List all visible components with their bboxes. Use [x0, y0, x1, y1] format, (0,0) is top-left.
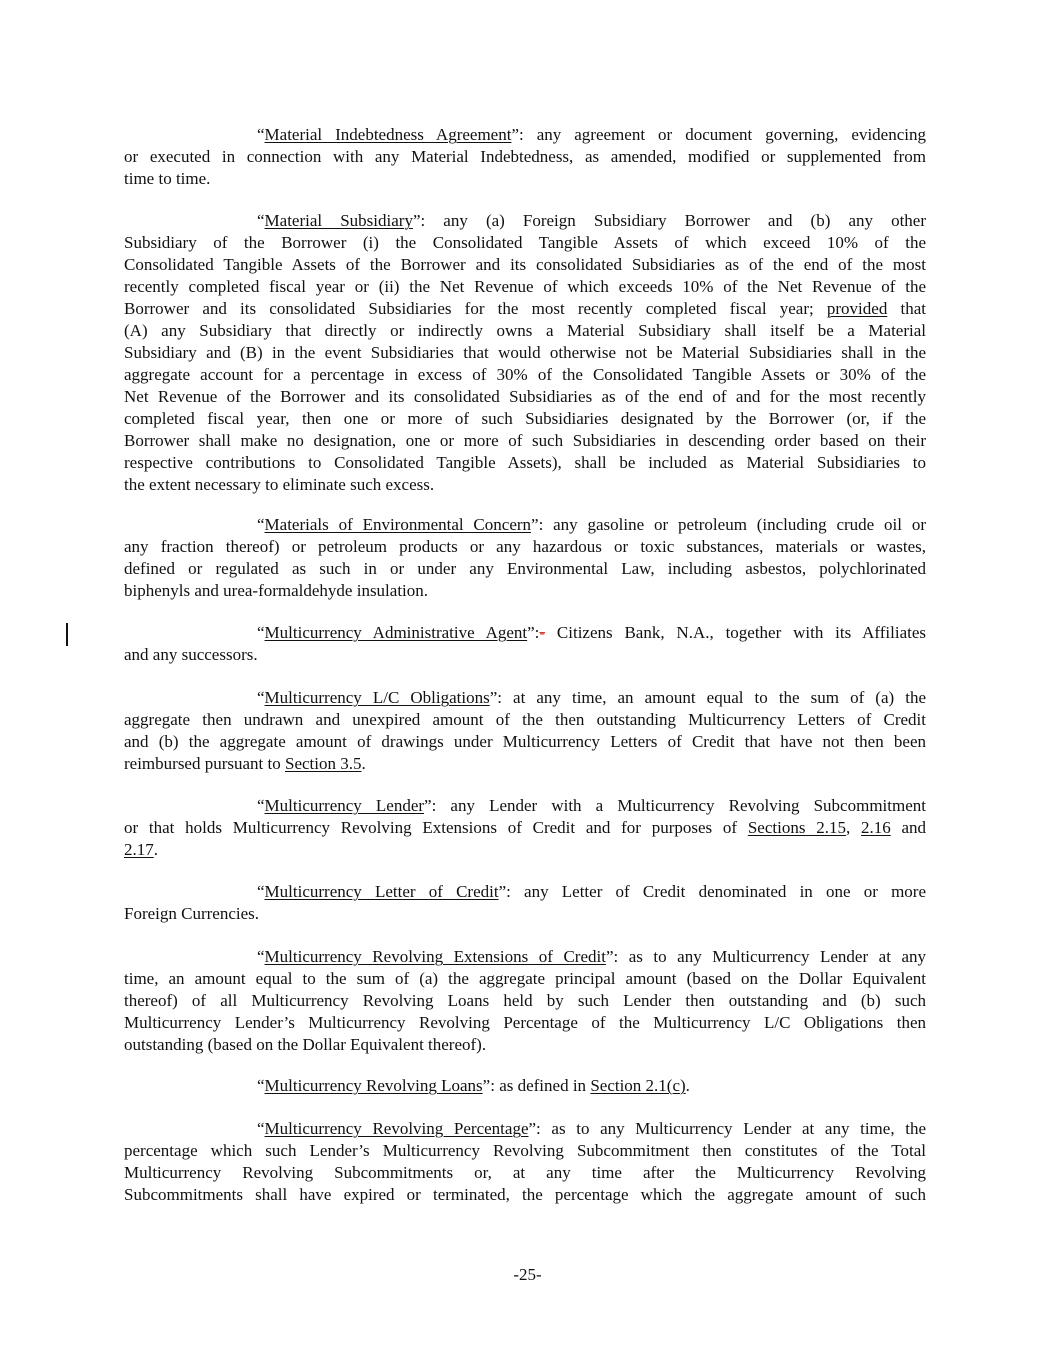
- text-run: .: [153, 840, 158, 859]
- text-run: Citizens Bank, N.A., together with its Affiliates: [545, 623, 927, 642]
- text-line: [124, 968, 926, 990]
- text-run: .: [361, 754, 366, 773]
- text-line: [124, 687, 926, 709]
- defined-term-reference: Material Indebtedness Agreement: [264, 125, 512, 144]
- text-line: [124, 232, 926, 254]
- defined-term-reference: 2.16: [860, 818, 891, 837]
- defined-term-reference: Multicurrency L/C Obligations: [264, 688, 490, 707]
- text-line: [124, 168, 926, 190]
- text-run: ”: as to any Multicurrency Lender at any time, the: [528, 1119, 926, 1138]
- defined-term-reference: Multicurrency Administrative Agent: [264, 623, 528, 642]
- text-run: ,: [845, 818, 861, 837]
- text-run: and any successors.: [124, 645, 258, 664]
- text-run: respective contributions to Consolidated Tangible Assets), shall be included as Material Subsidiaries to: [124, 453, 926, 472]
- text-run: reimbursed pursuant to: [124, 754, 285, 773]
- definition-multicurrency-revolving-extensions-of-credit: [124, 946, 926, 1056]
- text-line: [124, 1162, 926, 1184]
- text-line: [124, 990, 926, 1012]
- text-line: [124, 753, 926, 775]
- text-run: time to time.: [124, 169, 211, 188]
- text-line: [124, 124, 926, 146]
- text-line: [124, 1140, 926, 1162]
- text-run: ”: any Lender with a Multicurrency Revolving Subcommitment: [424, 796, 926, 815]
- defined-term-reference: Multicurrency Lender: [264, 796, 425, 815]
- defined-term-reference: Sections 2.15: [747, 818, 846, 837]
- definition-material-subsidiary: [124, 210, 926, 496]
- text-run: “: [257, 947, 265, 966]
- text-line: [124, 342, 926, 364]
- text-run: “: [257, 882, 265, 901]
- text-run: Subcommitments shall have expired or terminated, the percentage which the aggregate amount of such: [124, 1185, 926, 1204]
- text-line: [124, 430, 926, 452]
- text-run: “: [257, 125, 265, 144]
- text-run: and (b) the aggregate amount of drawings under Multicurrency Letters of Credit that have not then been: [124, 732, 926, 751]
- text-line: [124, 1012, 926, 1034]
- text-run: time, an amount equal to the sum of (a) the aggregate principal amount (based on the Dollar Equivalent: [124, 969, 926, 988]
- text-run: and: [890, 818, 927, 837]
- text-run: biphenyls and urea-formaldehyde insulation.: [124, 581, 429, 600]
- text-run: ”:: [527, 623, 540, 642]
- text-run: Subsidiary of the Borrower (i) the Consolidated Tangible Assets of which exceed 10% of the: [124, 233, 926, 252]
- text-run: ”: as defined in: [482, 1076, 591, 1095]
- text-line: [124, 386, 926, 408]
- text-line: [124, 795, 926, 817]
- text-run: “: [257, 1119, 265, 1138]
- text-line: [124, 1075, 926, 1097]
- text-line: [124, 254, 926, 276]
- text-line: [124, 881, 926, 903]
- text-run: defined or regulated as such in or under any Environmental Law, including asbestos, polychlorinated: [124, 559, 926, 578]
- text-line: [124, 1118, 926, 1140]
- text-line: [124, 903, 926, 925]
- text-line: [124, 514, 926, 536]
- text-run: Borrower and its consolidated Subsidiaries for the most recently completed fiscal year;: [124, 299, 827, 318]
- defined-term-reference: Material Subsidiary: [264, 211, 413, 230]
- definition-multicurrency-administrative-agent: [124, 622, 926, 666]
- text-run: ”: any agreement or document governing, evidencing: [511, 125, 926, 144]
- text-line: [124, 536, 926, 558]
- text-run: thereof) of all Multicurrency Revolving Loans held by such Lender then outstanding and (b) such: [124, 991, 926, 1010]
- defined-term-reference: Materials of Environmental Concern: [264, 515, 532, 534]
- text-line: [124, 276, 926, 298]
- text-run: Borrower shall make no designation, one or more of such Subsidiaries in descending order based on their: [124, 431, 926, 450]
- text-run: Multicurrency Lender’s Multicurrency Revolving Percentage of the Multicurrency L/C Obligations then: [124, 1013, 926, 1032]
- text-run: Consolidated Tangible Assets of the Borrower and its consolidated Subsidiaries as of the end of the most: [124, 255, 926, 274]
- text-run: Multicurrency Revolving Subcommitments or, at any time after the Multicurrency Revolving: [124, 1163, 926, 1182]
- text-run: aggregate then undrawn and unexpired amount of the then outstanding Multicurrency Letters of Credit: [124, 710, 926, 729]
- text-line: [124, 1034, 926, 1056]
- text-line: [124, 558, 926, 580]
- text-line: [124, 1184, 926, 1206]
- text-line: [124, 408, 926, 430]
- text-run: recently completed fiscal year or (ii) the Net Revenue of which exceeds 10% of the Net Revenue of the: [124, 277, 926, 296]
- text-line: [124, 622, 926, 644]
- text-line: [124, 320, 926, 342]
- text-run: Subsidiary and (B) in the event Subsidiaries that would otherwise not be Material Subsidiaries shall in the: [124, 343, 926, 362]
- definition-materials-of-environmental-concern: [124, 514, 926, 602]
- text-run: “: [257, 515, 265, 534]
- text-run: the extent necessary to eliminate such excess.: [124, 475, 435, 494]
- defined-term-reference: Multicurrency Letter of Credit: [264, 882, 499, 901]
- defined-term-reference: Section 2.1(c): [590, 1076, 686, 1095]
- text-run: outstanding (based on the Dollar Equivalent thereof).: [124, 1035, 487, 1054]
- text-run: .: [685, 1076, 690, 1095]
- text-line: [124, 452, 926, 474]
- defined-term-reference: Multicurrency Revolving Percentage: [264, 1119, 529, 1138]
- text-line: [124, 364, 926, 386]
- text-run: that: [887, 299, 926, 318]
- text-line: [124, 146, 926, 168]
- text-run: ”: any (a) Foreign Subsidiary Borrower and (b) any other: [412, 211, 927, 230]
- text-run: ”: as to any Multicurrency Lender at any: [605, 947, 926, 966]
- defined-term-reference: Multicurrency Revolving Extensions of Credit: [264, 947, 606, 966]
- text-run: (A) any Subsidiary that directly or indirectly owns a Material Subsidiary shall itself be a Material: [124, 321, 926, 340]
- text-run: percentage which such Lender’s Multicurrency Revolving Subcommitment then constitutes of the Total: [124, 1141, 926, 1160]
- defined-term-reference: Multicurrency Revolving Loans: [264, 1076, 483, 1095]
- defined-term-reference: Section 3.5: [285, 754, 362, 773]
- definition-multicurrency-lc-obligations: [124, 687, 926, 775]
- text-line: [124, 580, 926, 602]
- text-run: or executed in connection with any Material Indebtedness, as amended, modified or supplemented from: [124, 147, 926, 166]
- text-run: any fraction thereof) or petroleum products or any hazardous or toxic substances, materials or wastes,: [124, 537, 926, 556]
- definition-multicurrency-lender: [124, 795, 926, 861]
- text-run: Net Revenue of the Borrower and its consolidated Subsidiaries as of the end of and for the most recently: [124, 387, 926, 406]
- text-run: “: [257, 796, 265, 815]
- text-line: [124, 474, 926, 496]
- text-run: “: [257, 688, 265, 707]
- text-line: [124, 644, 926, 666]
- text-run: ”: at any time, an amount equal to the sum of (a) the: [489, 688, 926, 707]
- text-line: [124, 709, 926, 731]
- definition-multicurrency-revolving-percentage: [124, 1118, 926, 1206]
- text-run: completed fiscal year, then one or more of such Subsidiaries designated by the Borrower (or, if the: [124, 409, 926, 428]
- text-run: “: [257, 1076, 265, 1095]
- text-run: ”: any Letter of Credit denominated in one or more: [498, 882, 926, 901]
- defined-term-reference: provided: [826, 299, 888, 318]
- definition-multicurrency-revolving-loans: [124, 1075, 926, 1097]
- text-line: [124, 817, 926, 839]
- text-line: [124, 839, 926, 861]
- deleted-text: -: [539, 623, 546, 642]
- definition-material-indebtedness-agreement: [124, 124, 926, 190]
- text-run: “: [257, 211, 265, 230]
- page-number: -25-: [513, 1265, 542, 1284]
- text-line: [124, 946, 926, 968]
- text-run: “: [257, 623, 265, 642]
- text-run: Foreign Currencies.: [124, 904, 260, 923]
- definition-multicurrency-letter-of-credit: [124, 881, 926, 925]
- change-bar: [66, 623, 68, 646]
- text-run: ”: any gasoline or petroleum (including crude oil or: [531, 515, 926, 534]
- defined-term-reference: 2.17: [124, 840, 154, 859]
- text-line: [124, 298, 926, 320]
- text-line: [124, 731, 926, 753]
- text-run: aggregate account for a percentage in excess of 30% of the Consolidated Tangible Assets or 30% of the: [124, 365, 926, 384]
- text-run: or that holds Multicurrency Revolving Extensions of Credit and for purposes of: [124, 818, 748, 837]
- text-line: [124, 210, 926, 232]
